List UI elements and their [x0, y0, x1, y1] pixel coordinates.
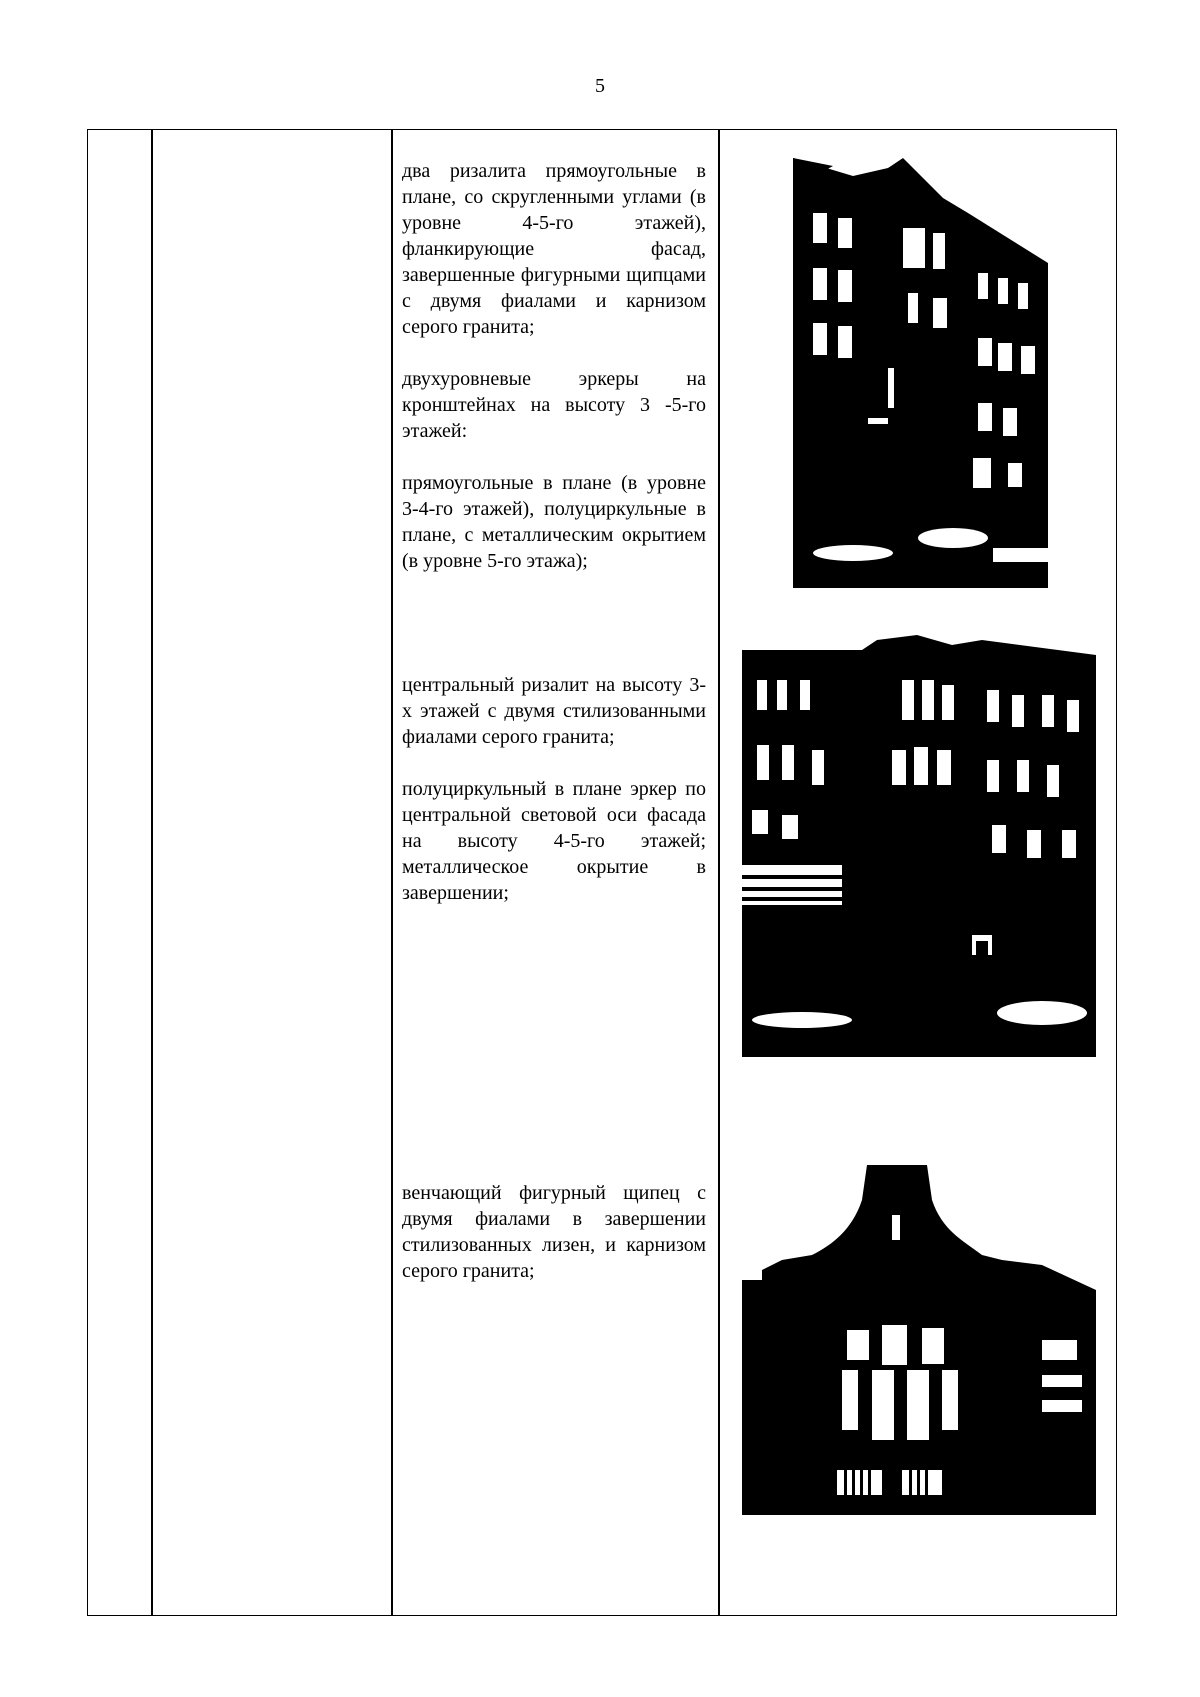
column-divider [391, 130, 393, 1615]
description-paragraph: венчающий фигурный щипец с двумя фиалами в завершении стилизованных лизен, и карнизом серого гранита; [402, 1182, 706, 1282]
description-paragraph: двухуровневые эркеры на кронштейнах на высоту 3 -5-го этажей: [402, 368, 706, 442]
column-divider [151, 130, 153, 1615]
description-paragraph: два ризалита прямоугольные в плане, со скругленными углами (в уровне 4-5-го этажей), фланкирующие фасад, завершенные фигурными щипцами с двумя фиалами и карнизом серого гранита; [402, 160, 706, 338]
page-number: 5 [595, 75, 605, 97]
description-cell-1 [402, 158, 706, 574]
description-paragraph: прямоугольные в плане (в уровне 3-4-го этажей), полуциркульные в плане, с металлическим окрытием (в уровне 5-го этажа); [402, 472, 706, 572]
description-cell-2 [402, 672, 706, 906]
building-facade-photo-1 [793, 158, 1048, 588]
description-paragraph: полуциркульный в плане эркер по центральной световой оси фасада на высоту 4-5-го этажей; металлическое окрытие в завершении; [402, 778, 706, 904]
description-paragraph: центральный ризалит на высоту 3-х этажей с двумя стилизованными фиалами серого гранита; [402, 674, 706, 748]
building-facade-photo-2 [742, 635, 1096, 1057]
building-gable-photo [742, 1160, 1096, 1515]
column-divider [718, 130, 720, 1615]
description-cell-3 [402, 1180, 706, 1284]
